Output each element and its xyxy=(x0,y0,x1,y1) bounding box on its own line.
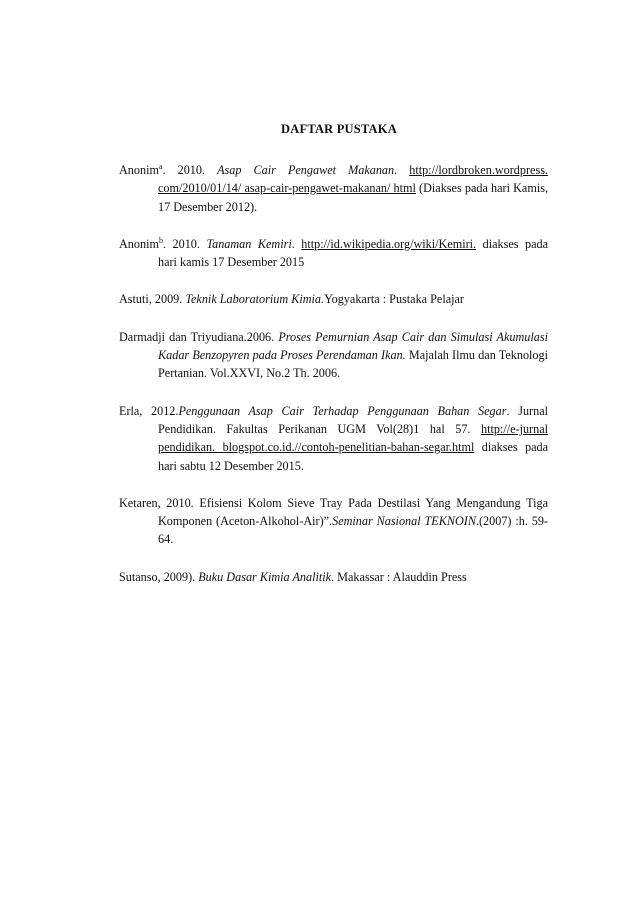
reference-title: Proses Pemurnian Asap Cair dan Simulasi Akumulasi Kadar Benzopyren pada Proses Perendaman Ikan. xyxy=(158,329,548,363)
author-superscript: b xyxy=(158,235,163,245)
reference-text: .(2007) :h. 59-64. xyxy=(158,514,548,547)
reference-title: Seminar Nasional TEKNOIN xyxy=(332,514,476,529)
reference-item xyxy=(119,290,548,308)
page-title: DAFTAR PUSTAKA xyxy=(281,122,397,136)
reference-text: Darmadji dan Triyudiana.2006. xyxy=(119,329,279,344)
reference-year: . 2010. xyxy=(162,163,218,177)
reference-title: Buku Dasar Kimia Analitik xyxy=(198,569,332,584)
reference-title: Teknik Laboratorium Kimia. xyxy=(185,292,325,307)
author-superscript: a xyxy=(158,161,163,171)
reference-title: Asap Cair Pengawet Makanan xyxy=(217,163,395,177)
reference-text: Ketaren, 2010. Efisiensi Kolom Sieve Tray Pada Destilasi Yang Mengandung Tiga Komponen (Aceton-Alkohol-Air)”. xyxy=(119,495,548,529)
reference-link[interactable]: http://lordbroken.wordpress. com/2010/01/14/ asap-cair-pengawet-makanan/ html xyxy=(158,163,549,196)
reference-text: diakses pada hari kamis 17 Desember 2015 xyxy=(158,236,548,270)
reference-text: Astuti, 2009. xyxy=(119,292,186,307)
reference-title: Penggunaan Asap Cair Terhadap Penggunaan Bahan Segar xyxy=(178,403,507,418)
reference-author: Anonim xyxy=(119,163,159,177)
reference-item xyxy=(119,328,548,383)
reference-title: Tanaman Kemiri xyxy=(206,236,292,251)
reference-item xyxy=(119,402,548,475)
reference-item xyxy=(119,568,548,586)
reference-text: Sutanso, 2009). xyxy=(119,569,199,584)
reference-text: Erla, 2012. xyxy=(119,403,179,418)
reference-text: Yogyakarta : Pustaka Pelajar xyxy=(324,292,464,307)
reference-text: . Makassar : Alauddin Press xyxy=(331,569,467,584)
reference-author: Anonim xyxy=(119,236,159,251)
reference-text: diakses pada hari sabtu 12 Desember 2015. xyxy=(158,440,549,473)
reference-item xyxy=(119,161,548,216)
reference-item xyxy=(119,494,548,549)
reference-item xyxy=(119,235,548,272)
reference-list xyxy=(119,161,548,586)
reference-link[interactable]: http://id.wikipedia.org/wiki/Kemiri. xyxy=(301,236,477,251)
reference-text: . Jurnal Pendidikan. Fakultas Perikanan UGM Vol(28)1 hal 57. xyxy=(158,403,548,436)
reference-text: Majalah Ilmu dan Teknologi Pertanian. Vol.XXVI, No.2 Th. 2006. xyxy=(158,348,548,381)
reference-year: . 2010. xyxy=(162,236,207,251)
reference-text: . xyxy=(291,236,302,251)
reference-text: (Diakses pada hari Kamis, 17 Desember 2012). xyxy=(158,181,548,214)
reference-text: . xyxy=(394,163,410,177)
reference-link[interactable]: http://e-jurnal pendidikan. blogspot.co.id.//contoh-penelitian-bahan-segar.html xyxy=(158,421,548,455)
